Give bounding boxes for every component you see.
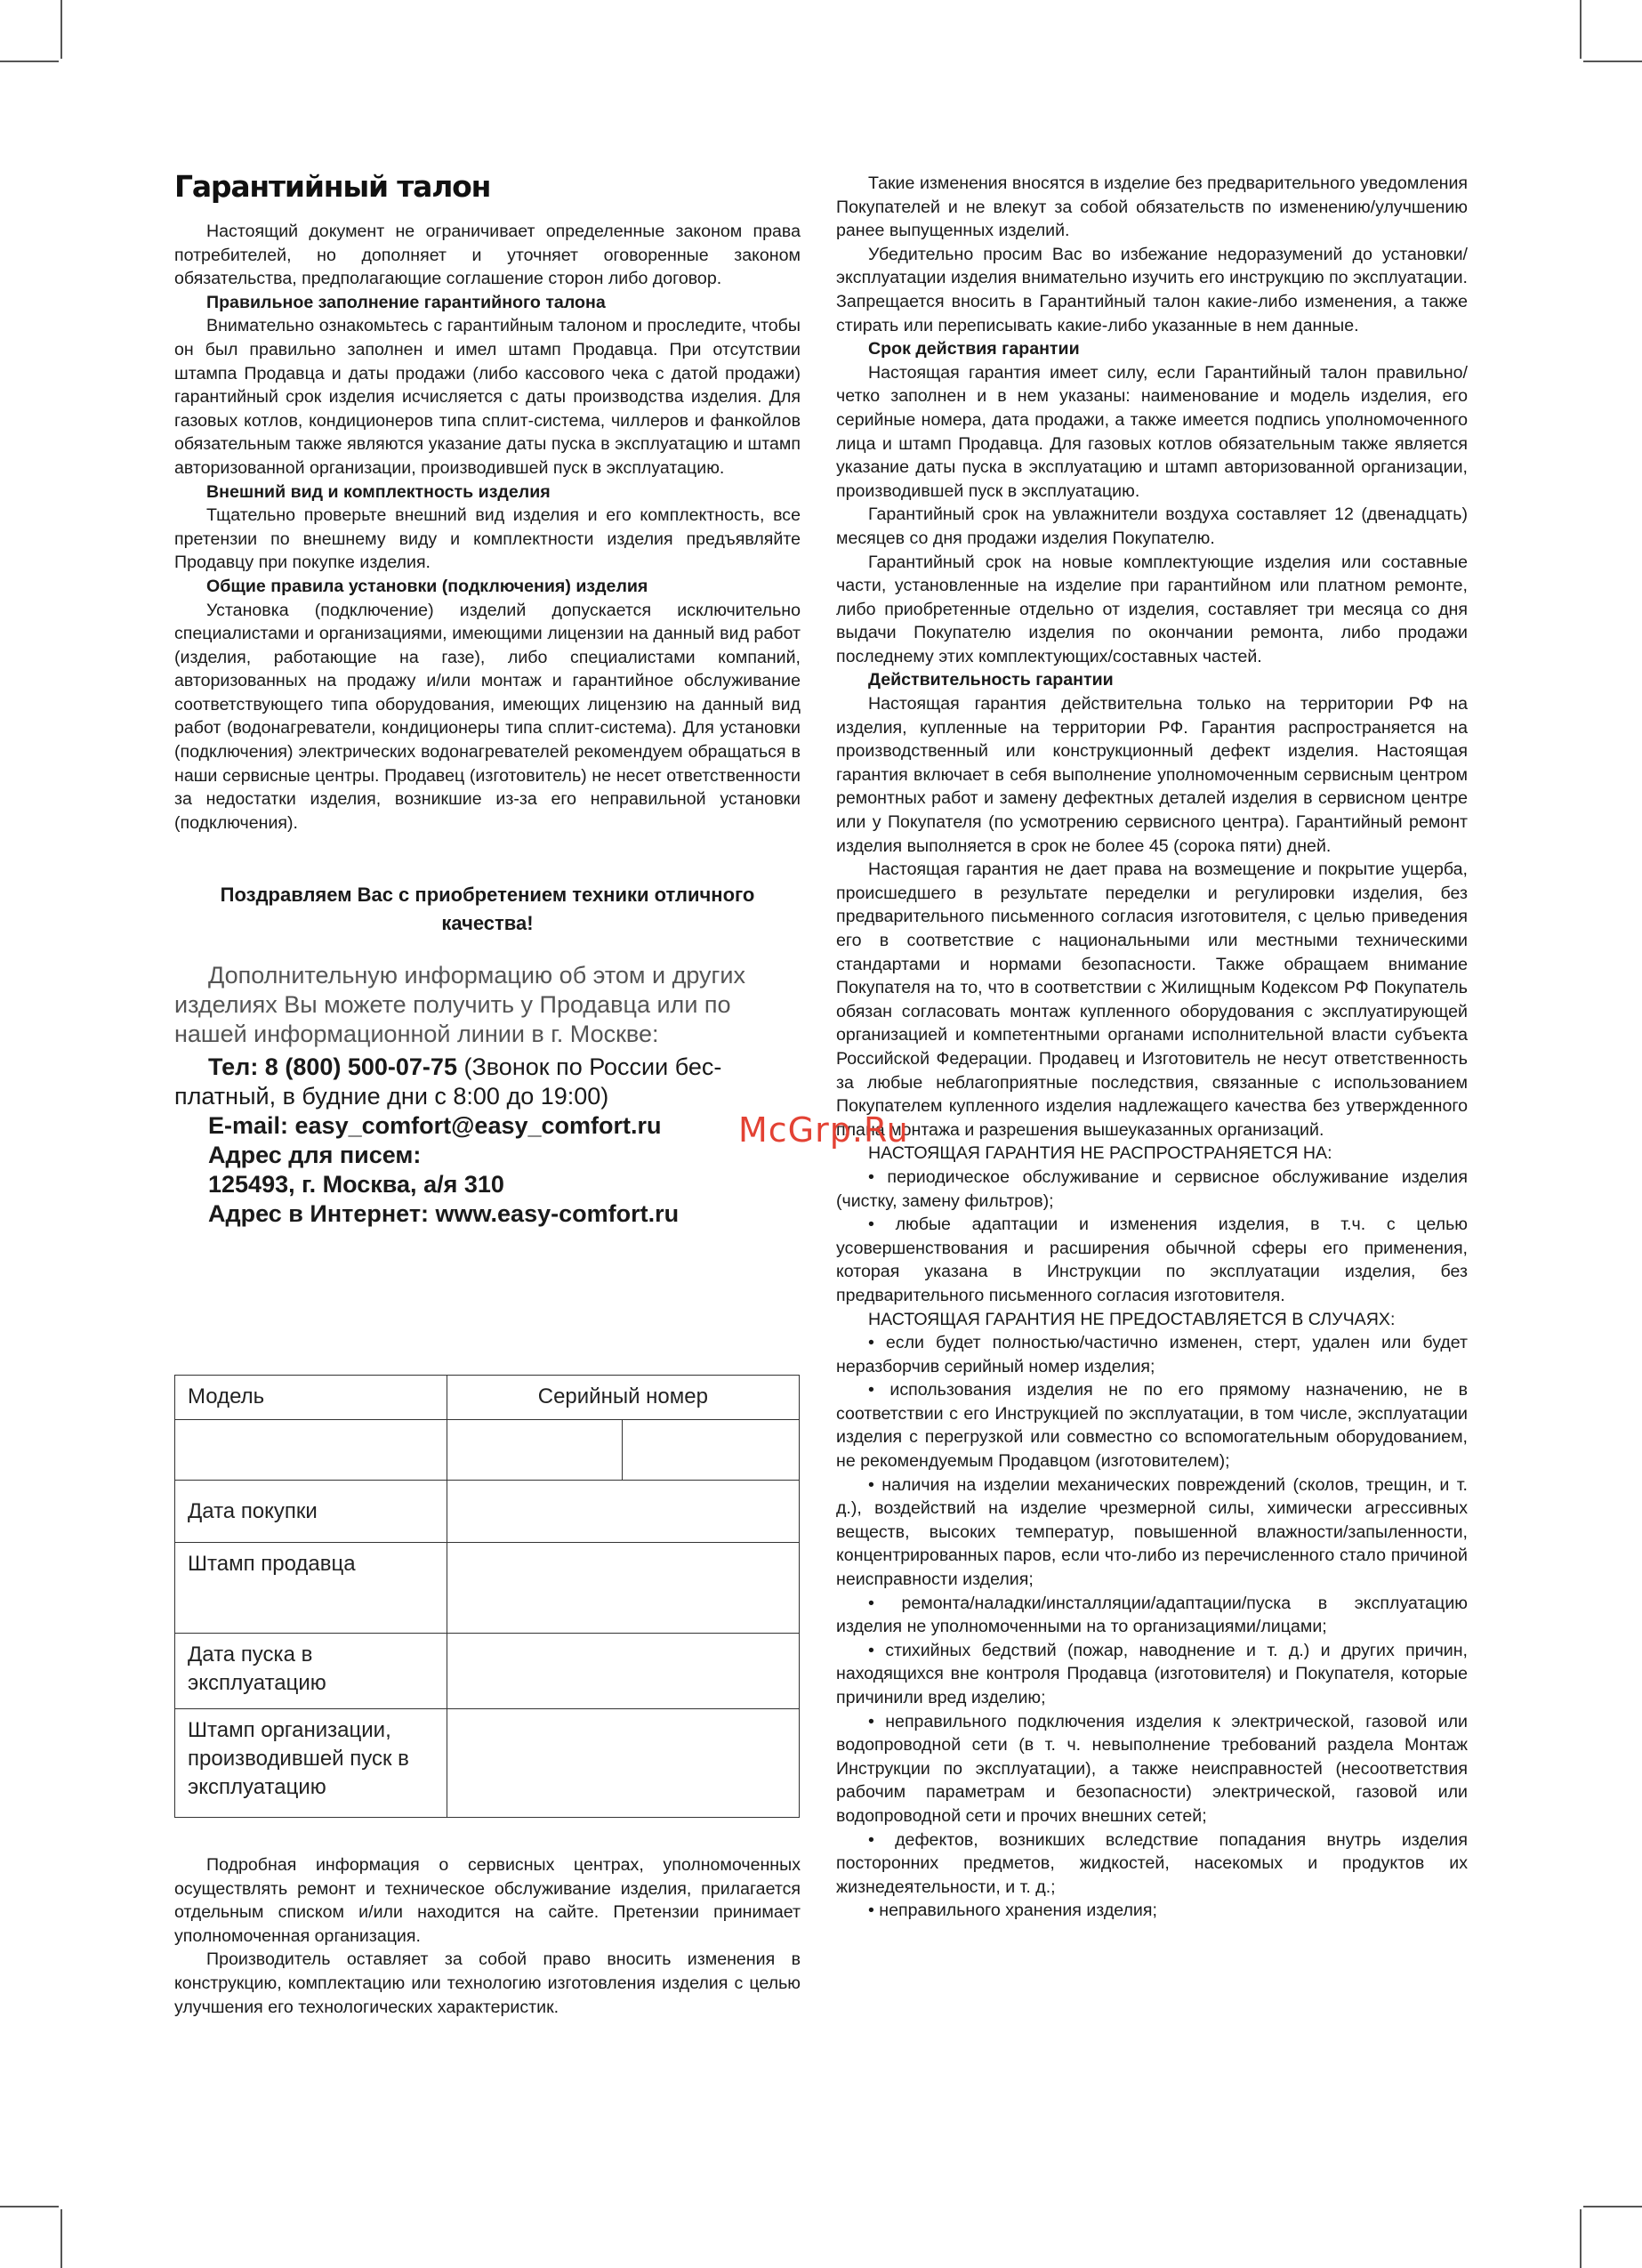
validity-paragraph-2: Настоящая гарантия не дает права на возмещение и покрытие ущерба, происшедшего в результате переделки и регулировки изделия, без предварительного письменного согласия изготовителя, с целью приведения его в соответствие с национальными или местными техническими стандартами и нормами безопасности. Также обращаем внимание Покупателя на то, что в соответствии с Жилищным Кодексом РФ Покупатель обязан согласовать монтаж купленного оборудования с эксплуатирующей организацией и компетентными органами исполнительной власти субъекта Российской Федерации. Продавец и Изготовитель не несут ответственность за любые неблагоприятные последствия, связанные с использованием Покупателем купленного изделия надлежащего качества без утвержденного плана монтажа и разрешения вышеуказанных организаций. xyxy=(836,860,1468,1140)
footnotes xyxy=(174,1853,801,2019)
instructions-paragraph: Убедительно просим Вас во избежание недоразумений до установки/эксплуатации изделия внимательно изучить его инструкцию по эксплуатации. Запрещается вносить в Гарантийный талон какие-либо изменения, а также стирать или переписывать какие-либо указанные в нем данные. xyxy=(836,244,1468,335)
section-text-appearance: Тщательно проверьте внешний вид изделия и его комплектность, все претензии по внешнему виду и комплектности изделия предъявляйте Продавцу при покупке изделия. xyxy=(174,505,801,573)
section-heading-filling: Правильное заполнение гарантийного талона xyxy=(206,292,606,312)
org-stamp-label: Штамп организации, производившей пуск в эксплуатацию xyxy=(175,1709,447,1818)
watermark: McGrp.Ru xyxy=(738,1110,909,1150)
serial-label: Серийный номер xyxy=(447,1376,799,1420)
crop-mark xyxy=(0,61,59,62)
validity-paragraph-1: Настоящая гарантия действительна только на территории РФ на изделия, купленные на территории РФ. Гарантия распространяется на производственный или конструкционный дефект изделия. Настоящая гарантия включает в себя выполнение уполномоченным сервисным центром ремонтных работ и замену дефектных деталей изделия в сервисном центре или у Покупателя (по усмотрению сервисного центра). Гарантийный ремонт изделия выполняется в срок не более 45 (сорока пяти) дней. xyxy=(836,694,1468,856)
org-stamp-field[interactable] xyxy=(447,1709,799,1818)
changes-paragraph: Такие изменения вносятся в изделие без предварительного уведомления Покупателей и не влекут за собой обязательств по изменению/улучшению ранее выпущенных изделий. xyxy=(836,174,1468,241)
term-paragraph-2: Гарантийный срок на увлажнители воздуха составляет 12 (двенадцать) месяцев со дня продажи изделия Покупателю. xyxy=(836,504,1468,548)
purchase-date-field[interactable] xyxy=(447,1481,799,1543)
left-body xyxy=(174,220,801,835)
term-paragraph-3: Гарантийный срок на новые комплектующие изделия или составные части, установленные на изделие при гарантийном или платном ремонте, либо приобретенные отдельно от изделия, составляет три месяца со дня выдачи Покупателю изделия по окончании ремонта, либо продажи последнему этих комплектующих/составных частей. xyxy=(836,552,1468,666)
launch-date-label: Дата пуска в эксплуатацию xyxy=(175,1634,447,1709)
congratulations-text: Поздравляем Вас с приобретением техники отличного качества! xyxy=(220,884,755,935)
section-text-filling: Внимательно ознакомьтесь с гарантийным талоном и проследите, чтобы он был правильно заполнен и имел штамп Продавца. При отсутствии штампа Продавца и даты продажи (либо кассового чека с датой продажи) гарантийный срок изделия исчисляется с даты производства изделия. Для газовых котлов, кондиционеров типа сплит-система, чиллеров и фанкойлов обязательным также являются указание даты пуска в эксплуатацию и штамп авторизованной организации, производившей пуск в эксплуатацию. xyxy=(174,316,801,478)
not-provided-heading: НАСТОЯЩАЯ ГАРАНТИЯ НЕ ПРЕДОСТАВЛЯЕТСЯ В СЛУЧАЯХ: xyxy=(868,1309,1396,1329)
email-link[interactable]: E-mail: easy_comfort@easy_comfort.ru xyxy=(208,1112,662,1140)
list-item: • периодическое обслуживание и сервисное обслуживание изделия (чистку, замену фильтров); xyxy=(836,1166,1468,1211)
contact-block xyxy=(174,1053,801,1229)
table-row xyxy=(175,1634,800,1709)
table-row xyxy=(175,1709,800,1818)
section-heading-installation: Общие правила установки (подключения) изделия xyxy=(206,576,648,596)
table-row xyxy=(175,1420,800,1481)
crop-mark xyxy=(1580,2209,1582,2268)
phone-note-cont: платный, в будние дни с 8:00 до 19:00) xyxy=(174,1083,609,1110)
list-item: • дефектов, возникших вследствие попадания внутрь изделия посторонних предметов, жидкостей, насекомых и продуктов их жизнедеятельности, и т. д.; xyxy=(836,1829,1468,1897)
list-item: • любые адаптации и изменения изделия, в т.ч. с целью усовершенствования и расширения обычной сферы его применения, которая указана в Инструкции по эксплуатации изделия, без предварительного письменного согласия изготовителя. xyxy=(836,1215,1468,1305)
address-label: Адрес для писем: xyxy=(208,1142,422,1169)
website-link[interactable]: Адрес в Интернет: www.easy-comfort.ru xyxy=(208,1200,680,1228)
list-item: • стихийных бедствий (пожар, наводнение и т. д.) и других причин, находящихся вне контроля Продавца (изготовителя) и Покупателя, которые причинили вред изделию; xyxy=(836,1640,1468,1707)
list-item: • наличия на изделии механических повреждений (сколов, трещин, и т. д.), воздействий на изделие чрезмерной силы, химически агрессивных веществ, высоких температур, повышенной влажности/запыленности, концентрированных паров, если что-либо из перечисленного стало причиной неисправности изделия; xyxy=(836,1474,1468,1590)
table-row xyxy=(175,1543,800,1634)
list-item: • использования изделия не по его прямому назначению, не в соответствии с его Инструкцией по эксплуатации, в том числе, эксплуатации изделия с перегрузкой или совместно со вспомогательным оборудованием, не рекомендуемым Продавцом (изготовителем); xyxy=(836,1380,1468,1472)
section-heading-term: Срок действия гарантии xyxy=(868,339,1080,359)
phone-line xyxy=(174,1053,801,1082)
page-title: Гарантийный талон xyxy=(174,169,491,204)
model-label: Модель xyxy=(175,1376,447,1420)
crop-mark xyxy=(1583,61,1642,62)
table-row xyxy=(175,1481,800,1543)
manufacturer-rights-note: Производитель оставляет за собой право вносить изменения в конструкцию, комплектацию или технологию изготовления изделия с целью улучшения его технологических характеристик. xyxy=(174,1949,801,2017)
section-heading-validity: Действительность гарантии xyxy=(868,670,1114,690)
list-item: • ремонта/наладки/инсталляции/адаптации/пуска в эксплуатацию изделия не уполномоченными на то организациями/лицами; xyxy=(836,1593,1468,1637)
serial-field-2[interactable] xyxy=(623,1420,800,1481)
section-text-installation: Установка (подключение) изделий допускается исключительно специалистами и организациями, имеющими лицензии на данный вид работ (изделия, работающие на газе), либо специалистами компаний, авторизованных на продажу и/или монтаж и гарантийное обслуживание соответствующего типа оборудования, имеющих лицензию на данный вид работ (водонагреватели, кондиционеры типа сплит-система). Для установки (подключения) электрических водонагревателей рекомендуем обращаться в наши сервисные центры. Продавец (изготовитель) не несет ответственности за недостатки изделия, возникшие из-за его неправильной установки (подключения). xyxy=(174,600,801,833)
crop-mark xyxy=(60,2209,62,2268)
postal-address: 125493, г. Москва, а/я 310 xyxy=(208,1171,504,1199)
seller-stamp-field[interactable] xyxy=(447,1543,799,1634)
term-paragraph-1: Настоящая гарантия имеет силу, если Гарантийный талон правильно/четко заполнен и в нем указаны: наименование и модель изделия, его серийные номера, дата продажи, а также имеется подпись уполномоченного лица и штамп Продавца. Для газовых котлов обязательным также является указание даты пуска в эксплуатацию и штамп авторизованной организации, производившей пуск в эксплуатацию. xyxy=(836,362,1468,501)
list-item: • неправильного хранения изделия; xyxy=(868,1901,1157,1921)
section-heading-appearance: Внешний вид и комплектность изделия xyxy=(206,481,551,502)
service-centers-note: Подробная информация о сервисных центрах, уполномоченных осуществлять ремонт и техническое обслуживание изделия, прилагается отдельным списком и/или находится на сайте. Претензии принимает уполномоченная организация. xyxy=(174,1855,801,1946)
crop-mark xyxy=(60,0,62,59)
serial-field-1[interactable] xyxy=(447,1420,623,1481)
phone-number[interactable]: Тел: 8 (800) 500-07-75 xyxy=(208,1053,457,1081)
info-intro: Дополнительную информацию об этом и других изделиях Вы можете получить у Продавца или по нашей информационной линии в г. Москве: xyxy=(174,962,745,1048)
warranty-form-table xyxy=(174,1375,800,1818)
table-row xyxy=(175,1376,800,1420)
launch-date-field[interactable] xyxy=(447,1634,799,1709)
list-item: • неправильного подключения изделия к электрической, газовой или водопроводной сети (в т. ч. невыполнение требований раздела Монтаж Инструкции по эксплуатации), а также неисправностей (несоответствия рабочим параметрам и безопасности) электрической, газовой или водопроводной сети и прочих внешних сетей; xyxy=(836,1711,1468,1826)
phone-note: (Звонок по России бес- xyxy=(456,1053,722,1081)
model-field[interactable] xyxy=(175,1420,447,1481)
list-item: • если будет полностью/частично изменен, стерт, удален или будет неразборчив серийный номер изделия; xyxy=(836,1333,1468,1376)
purchase-date-label: Дата покупки xyxy=(175,1481,447,1543)
crop-mark xyxy=(1583,2206,1642,2207)
crop-mark xyxy=(0,2206,59,2207)
seller-stamp-label: Штамп продавца xyxy=(175,1543,447,1634)
right-column xyxy=(836,172,1468,1923)
crop-mark xyxy=(1580,0,1582,59)
not-apply-heading: НАСТОЯЩАЯ ГАРАНТИЯ НЕ РАСПРОСТРАНЯЕТСЯ НА: xyxy=(868,1143,1332,1164)
left-column xyxy=(174,169,801,1229)
intro-paragraph: Настоящий документ не ограничивает определенные законом права потребителей, но дополняет и уточняет оговоренные законом обязательства, предполагающие соглашение сторон либо договор. xyxy=(174,222,801,289)
